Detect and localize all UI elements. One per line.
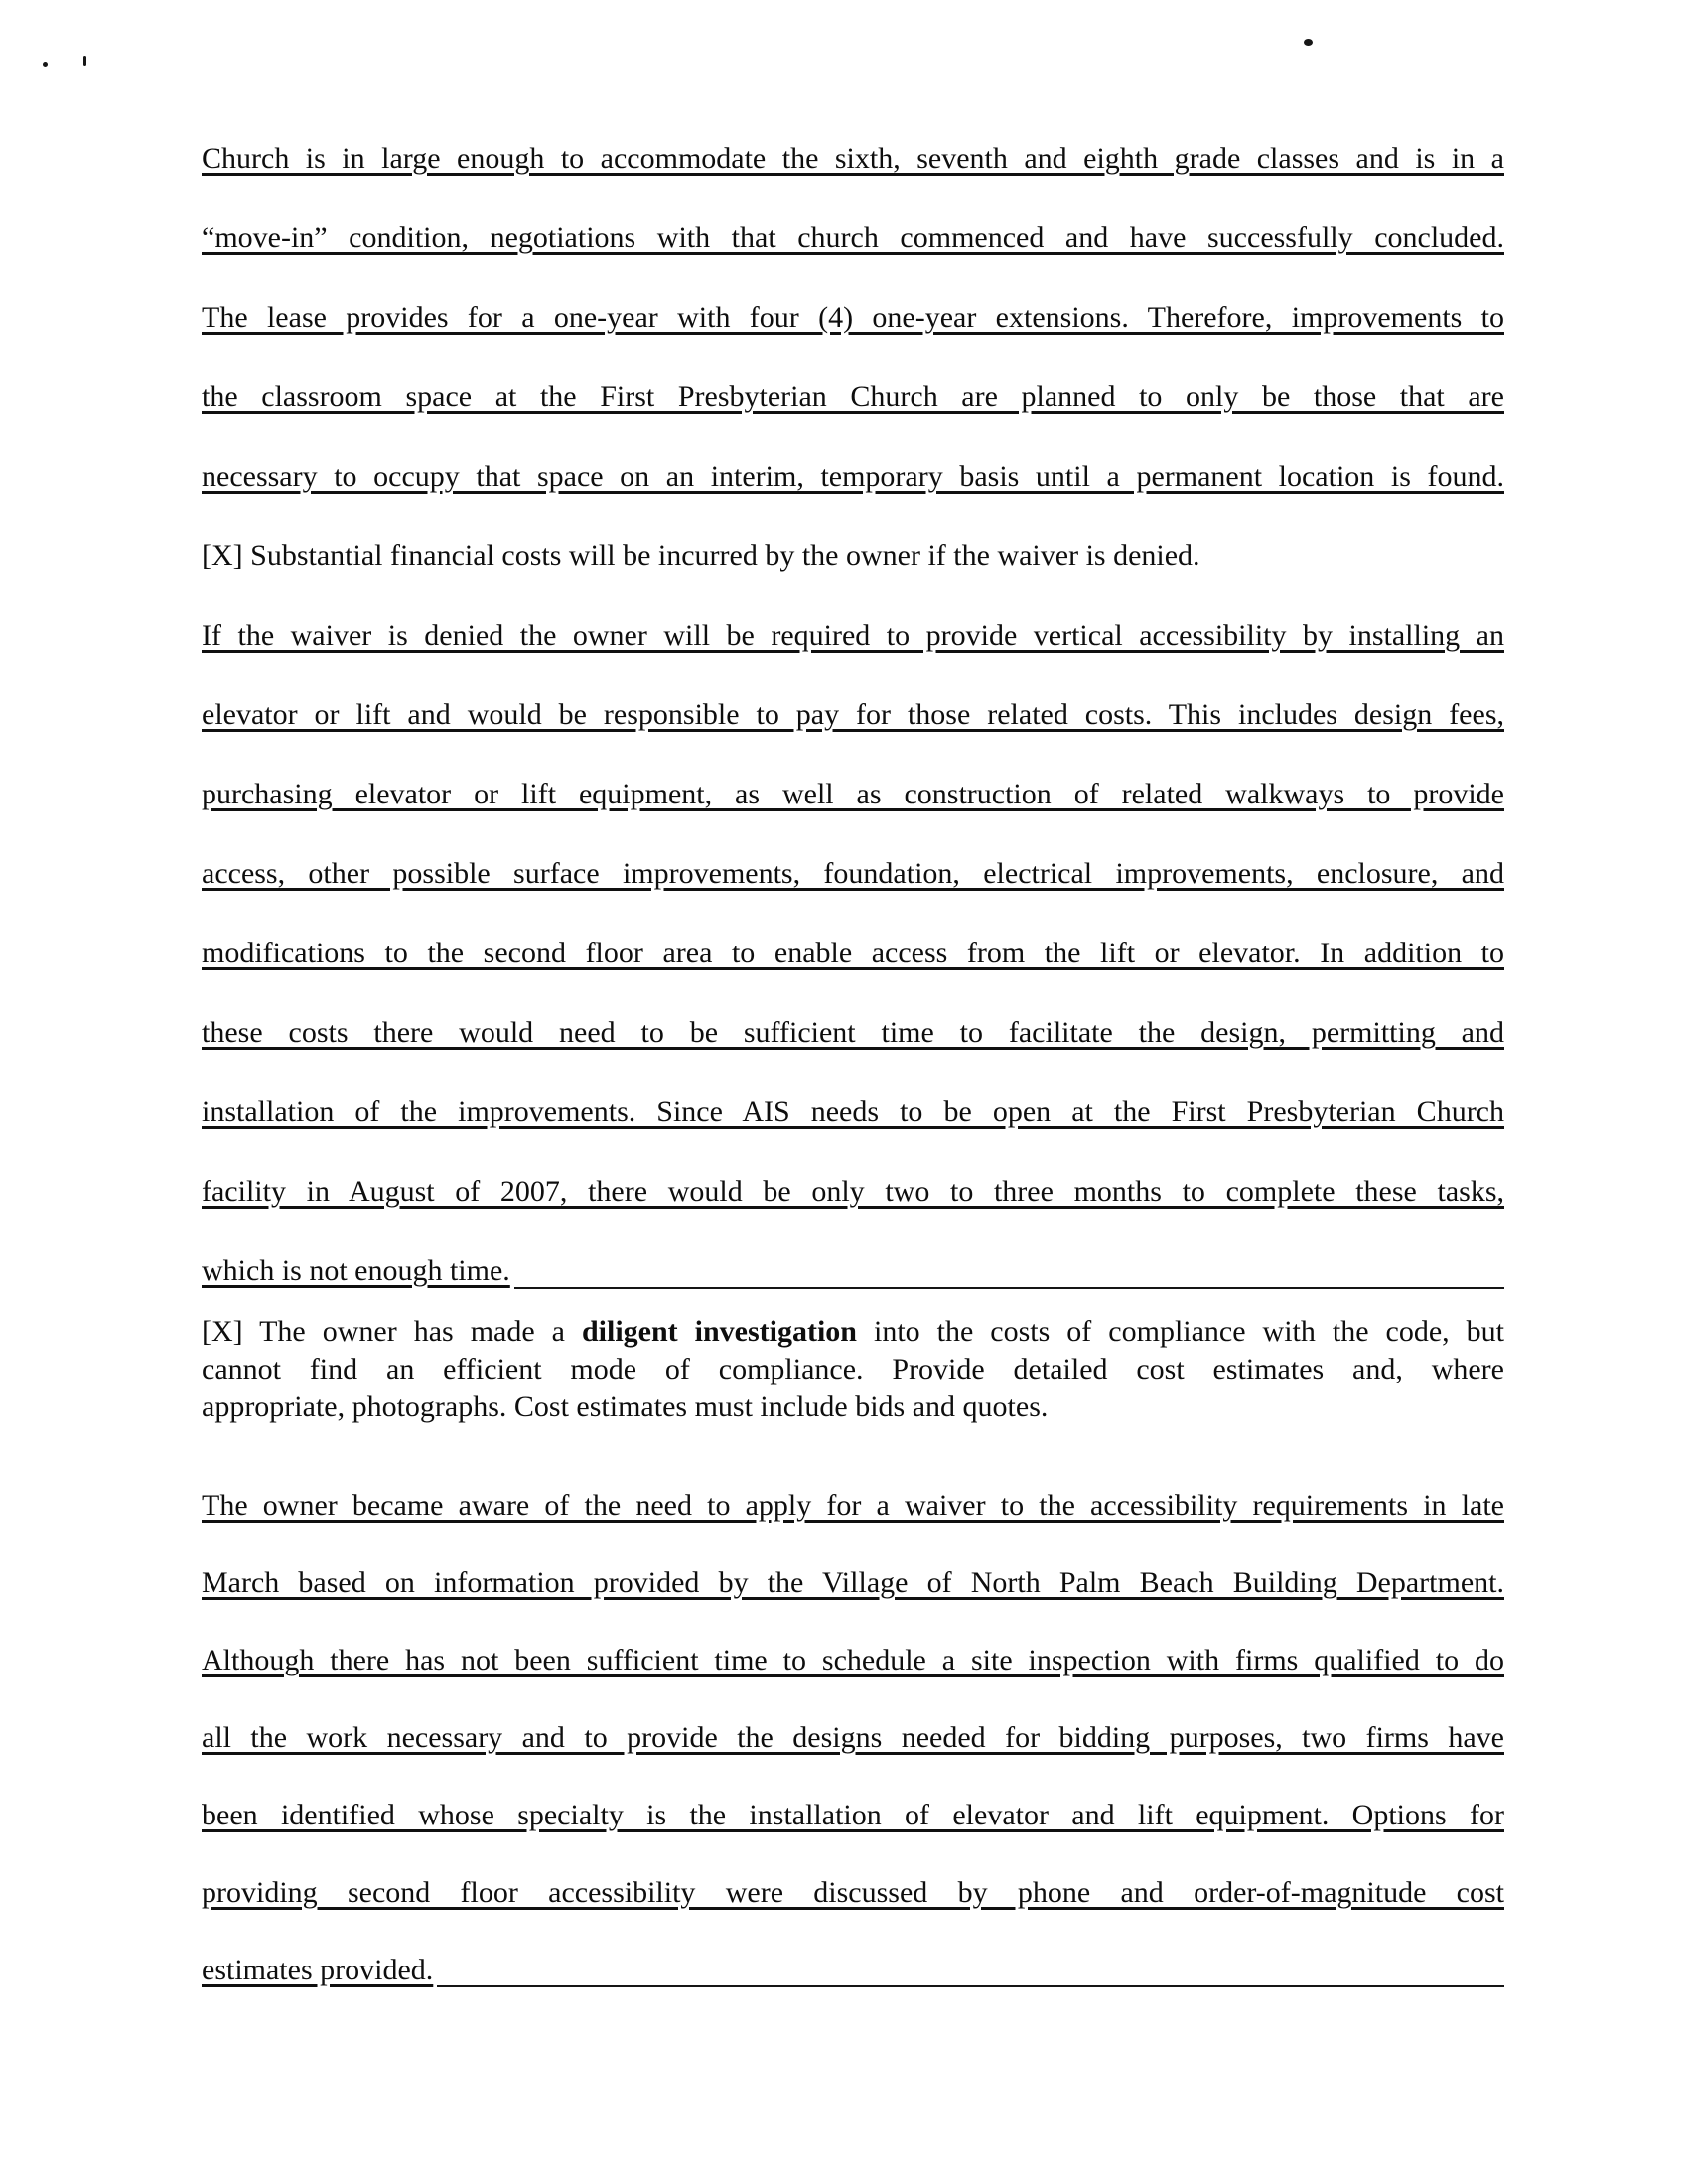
text-line: access, other possible surface improvements, foundation, electrical improvements, enclosure, and	[202, 857, 1504, 890]
text-line-with-fill-rule: which is not enough time.	[202, 1232, 1504, 1311]
text-line: appropriate, photographs. Cost estimates must include bids and quotes.	[202, 1390, 1049, 1423]
text-line: cannot find an efficient mode of compliance. Provide detailed cost estimates and, where	[202, 1353, 1504, 1385]
text-line: [X] The owner has made a diligent investigation into the costs of compliance with the code, but	[202, 1315, 1504, 1348]
text-line: necessary to occupy that space on an interim, temporary basis until a permanent location is found.	[202, 460, 1504, 493]
answer-paragraph-lease	[202, 119, 1504, 516]
text-line: Church is in large enough to accommodate the sixth, seventh and eighth grade classes and is in a	[202, 142, 1504, 175]
blank-fill-rule	[437, 1932, 1504, 1987]
text-line: The lease provides for a one-year with four (4) one-year extensions. Therefore, improvements to	[202, 301, 1504, 334]
text-line: Although there has not been sufficient time to schedule a site inspection with firms qualified to do	[202, 1644, 1504, 1676]
text-line: all the work necessary and to provide the designs needed for bidding purposes, two firms have	[202, 1721, 1504, 1754]
text-line: “move-in” condition, negotiations with that church commenced and have successfully concluded.	[202, 221, 1504, 254]
text-line: the classroom space at the First Presbyterian Church are planned to only be those that are	[202, 380, 1504, 413]
blank-fill-rule	[514, 1232, 1504, 1289]
text-line: facility in August of 2007, there would be only two to three months to complete these tasks,	[202, 1175, 1504, 1208]
scan-speckle	[83, 56, 86, 66]
checkbox-statement-diligent-investigation	[202, 1313, 1504, 1426]
text-line: been identified whose specialty is the installation of elevator and lift equipment. Options for	[202, 1799, 1504, 1831]
text-line: providing second floor accessibility were discussed by phone and order-of-magnitude cost	[202, 1876, 1504, 1909]
answer-paragraph-waiver-denied	[202, 596, 1504, 1311]
text-line: installation of the improvements. Since AIS needs to be open at the First Presbyterian Church	[202, 1095, 1504, 1128]
text-line-with-fill-rule: estimates provided.	[202, 1932, 1504, 2009]
text-line: If the waiver is denied the owner will be required to provide vertical accessibility by installing an	[202, 619, 1504, 652]
text-line: these costs there would need to be sufficient time to facilitate the design, permitting and	[202, 1016, 1504, 1049]
text-line: elevator or lift and would be responsible to pay for those related costs. This includes design fees,	[202, 698, 1504, 731]
text-line: modifications to the second floor area to enable access from the lift or elevator. In addition to	[202, 937, 1504, 969]
text-line: The owner became aware of the need to apply for a waiver to the accessibility requirements in late	[202, 1489, 1504, 1522]
bold-phrase: diligent investigation	[581, 1315, 857, 1348]
text-line: March based on information provided by the Village of North Palm Beach Building Department.	[202, 1566, 1504, 1599]
document-body	[202, 119, 1504, 2009]
text-line: purchasing elevator or lift equipment, as well as construction of related walkways to provide	[202, 778, 1504, 810]
scan-speckle	[1304, 39, 1313, 46]
answer-paragraph-cost-estimates	[202, 1467, 1504, 2009]
checkbox-statement-substantial-costs: [X] Substantial financial costs will be incurred by the owner if the waiver is denied.	[202, 539, 1200, 572]
scan-speckle	[43, 62, 48, 67]
